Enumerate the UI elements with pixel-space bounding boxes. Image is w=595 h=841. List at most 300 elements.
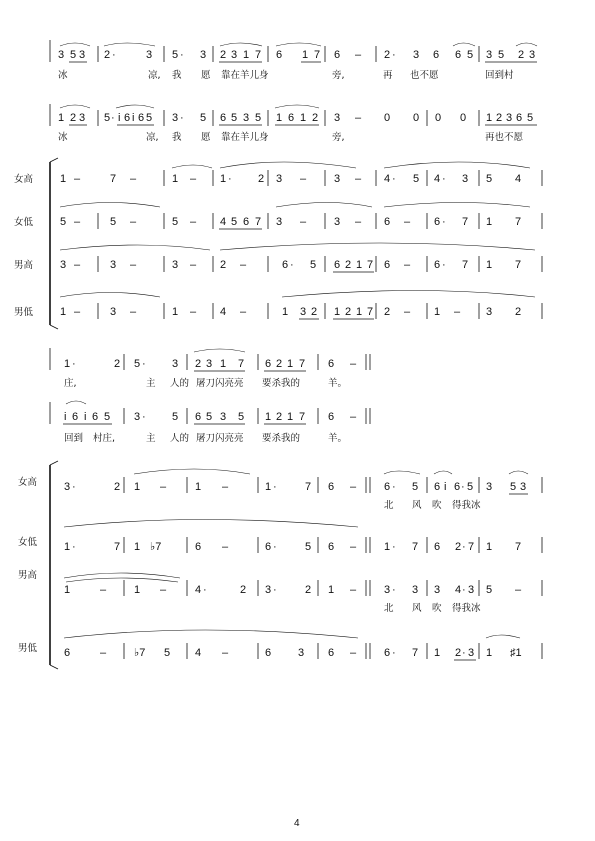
svg-text:3: 3 xyxy=(206,358,213,370)
svg-text:2: 2 xyxy=(312,112,319,124)
svg-text:3: 3 xyxy=(486,49,493,61)
svg-text:7: 7 xyxy=(255,49,262,61)
svg-text:要杀我的: 要杀我的 xyxy=(262,378,301,389)
svg-text:冰: 冰 xyxy=(58,70,68,81)
svg-text:6: 6 xyxy=(195,411,202,423)
svg-text:4: 4 xyxy=(384,173,391,185)
svg-text:3: 3 xyxy=(300,306,307,318)
svg-text:村庄,: 村庄, xyxy=(93,433,116,444)
svg-text:1: 1 xyxy=(486,541,493,553)
svg-text:6: 6 xyxy=(384,216,391,228)
svg-text:5: 5 xyxy=(231,216,238,228)
svg-text:–: – xyxy=(300,173,307,185)
svg-text:–: – xyxy=(350,584,357,596)
svg-text:3: 3 xyxy=(506,112,513,124)
svg-text:再: 再 xyxy=(383,70,393,81)
choir-tenor-2 xyxy=(18,569,542,596)
svg-text:–: – xyxy=(350,541,357,553)
svg-text:主: 主 xyxy=(146,433,156,444)
svg-text:–: – xyxy=(190,259,197,271)
svg-text:3: 3 xyxy=(134,411,141,423)
svg-text:6: 6 xyxy=(124,112,131,124)
svg-text:2: 2 xyxy=(305,584,312,596)
svg-text:愿: 愿 xyxy=(201,70,211,81)
svg-text:6: 6 xyxy=(454,481,461,493)
svg-text:7: 7 xyxy=(462,216,469,228)
svg-text:3: 3 xyxy=(486,481,493,493)
svg-text:·: · xyxy=(273,541,277,553)
svg-text:·: · xyxy=(72,541,76,553)
svg-text:·: · xyxy=(462,541,466,553)
part-label-soprano: 女高 xyxy=(14,174,34,185)
svg-text:吹: 吹 xyxy=(432,603,442,614)
svg-text:–: – xyxy=(222,481,229,493)
svg-text:7: 7 xyxy=(255,216,262,228)
svg-text:3: 3 xyxy=(520,481,527,493)
svg-text:7: 7 xyxy=(367,259,374,271)
svg-text:5: 5 xyxy=(164,647,171,659)
svg-text:2: 2 xyxy=(384,306,391,318)
svg-text:·: · xyxy=(72,481,76,493)
svg-text:1: 1 xyxy=(300,112,307,124)
svg-text:4: 4 xyxy=(455,584,462,596)
svg-text:羊。: 羊。 xyxy=(328,433,348,444)
svg-text:5: 5 xyxy=(200,112,207,124)
svg-text:3: 3 xyxy=(110,306,117,318)
svg-text:7: 7 xyxy=(299,358,306,370)
svg-text:1: 1 xyxy=(384,541,391,553)
svg-text:7: 7 xyxy=(114,541,121,553)
svg-text:–: – xyxy=(355,216,362,228)
svg-text:3: 3 xyxy=(60,259,67,271)
svg-text:1: 1 xyxy=(302,49,309,61)
svg-text:5: 5 xyxy=(70,49,77,61)
svg-text:♯1: ♯1 xyxy=(510,647,522,659)
svg-text:7: 7 xyxy=(305,481,312,493)
svg-text:–: – xyxy=(130,259,137,271)
svg-text:2: 2 xyxy=(384,49,391,61)
svg-text:3: 3 xyxy=(79,49,86,61)
part-label-tenor: 男高 xyxy=(14,260,34,271)
svg-text:–: – xyxy=(404,216,411,228)
svg-text:–: – xyxy=(130,173,137,185)
svg-text:5: 5 xyxy=(172,216,179,228)
svg-text:6: 6 xyxy=(434,481,441,493)
svg-text:3: 3 xyxy=(243,112,250,124)
svg-text:–: – xyxy=(74,259,81,271)
svg-text:–: – xyxy=(350,358,357,370)
svg-text:再也不愿: 再也不愿 xyxy=(485,132,524,143)
svg-text:冰: 冰 xyxy=(58,132,68,143)
svg-text:6: 6 xyxy=(243,216,250,228)
svg-text:·: · xyxy=(111,112,115,124)
svg-text:北: 北 xyxy=(384,603,394,614)
svg-text:屠刀闪亮亮: 屠刀闪亮亮 xyxy=(196,433,244,444)
svg-text:6: 6 xyxy=(265,541,272,553)
svg-text:5: 5 xyxy=(310,259,317,271)
svg-text:1: 1 xyxy=(265,481,272,493)
svg-text:2: 2 xyxy=(220,259,227,271)
svg-text:·: · xyxy=(290,259,294,271)
svg-text:7: 7 xyxy=(110,173,117,185)
svg-text:–: – xyxy=(350,411,357,423)
svg-text:5: 5 xyxy=(238,411,245,423)
svg-text:1: 1 xyxy=(64,541,71,553)
svg-text:1: 1 xyxy=(434,306,441,318)
svg-text:–: – xyxy=(350,647,357,659)
svg-text:6: 6 xyxy=(328,358,335,370)
svg-text:6: 6 xyxy=(433,49,440,61)
svg-text:3: 3 xyxy=(434,584,441,596)
svg-text:·: · xyxy=(462,584,466,596)
svg-text:–: – xyxy=(74,216,81,228)
svg-text:·: · xyxy=(392,49,396,61)
choir-lyrics-tenor xyxy=(384,602,481,614)
svg-text:·: · xyxy=(442,259,446,271)
system-1 xyxy=(14,40,542,329)
svg-text:2: 2 xyxy=(311,306,318,318)
svg-text:2: 2 xyxy=(515,306,522,318)
svg-text:5: 5 xyxy=(413,173,420,185)
svg-text:–: – xyxy=(190,216,197,228)
svg-text:人的: 人的 xyxy=(170,433,190,444)
svg-text:–: – xyxy=(404,306,411,318)
svg-text:5: 5 xyxy=(104,411,111,423)
svg-text:吹: 吹 xyxy=(432,500,442,511)
lyrics-row-1 xyxy=(58,69,514,81)
svg-text:5: 5 xyxy=(231,112,238,124)
svg-text:1: 1 xyxy=(172,173,179,185)
svg-text:5: 5 xyxy=(467,49,474,61)
svg-text:2: 2 xyxy=(220,49,227,61)
svg-text:0: 0 xyxy=(384,112,391,124)
svg-text:1: 1 xyxy=(220,173,227,185)
svg-text:·: · xyxy=(142,411,146,423)
svg-text:6: 6 xyxy=(334,49,341,61)
svg-text:7: 7 xyxy=(462,259,469,271)
melody-row-2 xyxy=(58,105,537,126)
svg-text:3: 3 xyxy=(412,584,419,596)
svg-text:3: 3 xyxy=(220,411,227,423)
svg-text:·: · xyxy=(461,481,465,493)
svg-text:1: 1 xyxy=(134,541,141,553)
part-label-soprano: 女高 xyxy=(18,477,38,488)
svg-text:6: 6 xyxy=(220,112,227,124)
svg-text:3: 3 xyxy=(276,216,283,228)
svg-text:·: · xyxy=(180,112,184,124)
svg-text:1: 1 xyxy=(220,358,227,370)
svg-text:·: · xyxy=(112,49,116,61)
svg-text:主: 主 xyxy=(146,378,156,389)
svg-text:–: – xyxy=(355,112,362,124)
svg-text:5: 5 xyxy=(110,216,117,228)
svg-text:–: – xyxy=(300,216,307,228)
svg-text:–: – xyxy=(454,306,461,318)
svg-text:–: – xyxy=(160,584,167,596)
svg-text:·: · xyxy=(442,216,446,228)
svg-text:3: 3 xyxy=(334,216,341,228)
svg-text:6: 6 xyxy=(434,216,441,228)
svg-text:·: · xyxy=(273,481,277,493)
svg-text:2: 2 xyxy=(114,481,121,493)
svg-text:2: 2 xyxy=(496,112,503,124)
svg-text:1: 1 xyxy=(243,49,250,61)
choir-soprano-1 xyxy=(14,162,542,186)
svg-text:5: 5 xyxy=(172,49,179,61)
svg-text:得我冰: 得我冰 xyxy=(452,603,481,614)
svg-text:1: 1 xyxy=(334,306,341,318)
svg-text:5: 5 xyxy=(60,216,67,228)
svg-text:6: 6 xyxy=(72,411,79,423)
svg-text:–: – xyxy=(130,306,137,318)
svg-text:6: 6 xyxy=(138,112,145,124)
svg-text:6: 6 xyxy=(64,647,71,659)
svg-text:3: 3 xyxy=(172,358,179,370)
svg-text:1: 1 xyxy=(356,306,363,318)
svg-text:·: · xyxy=(392,647,396,659)
svg-text:5: 5 xyxy=(255,112,262,124)
svg-text:4: 4 xyxy=(434,173,441,185)
svg-text:–: – xyxy=(190,173,197,185)
svg-text:1: 1 xyxy=(287,411,294,423)
svg-text:3: 3 xyxy=(384,584,391,596)
svg-text:5: 5 xyxy=(146,112,153,124)
svg-text:i: i xyxy=(64,411,67,423)
svg-text:♭7: ♭7 xyxy=(134,647,146,659)
svg-text:5: 5 xyxy=(412,481,419,493)
svg-text:·: · xyxy=(72,358,76,370)
svg-text:1: 1 xyxy=(282,306,289,318)
svg-text:3: 3 xyxy=(486,306,493,318)
page-number: 4 xyxy=(294,818,300,829)
svg-text:4: 4 xyxy=(195,584,202,596)
svg-text:也不愿: 也不愿 xyxy=(410,70,439,81)
part-label-tenor: 男高 xyxy=(18,570,38,581)
svg-text:3: 3 xyxy=(146,49,153,61)
svg-text:旁,: 旁, xyxy=(332,70,345,81)
svg-text:·: · xyxy=(442,173,446,185)
lyrics-row-3 xyxy=(64,377,347,389)
svg-text:6: 6 xyxy=(328,647,335,659)
svg-text:–: – xyxy=(190,306,197,318)
choir-soprano-2 xyxy=(18,469,542,494)
svg-text:·: · xyxy=(392,541,396,553)
svg-text:3: 3 xyxy=(172,259,179,271)
svg-text:–: – xyxy=(160,481,167,493)
svg-text:–: – xyxy=(350,481,357,493)
svg-text:i: i xyxy=(118,112,121,124)
svg-text:6: 6 xyxy=(265,358,272,370)
svg-text:要杀我的: 要杀我的 xyxy=(262,433,301,444)
svg-text:3: 3 xyxy=(110,259,117,271)
svg-text:1: 1 xyxy=(64,358,71,370)
svg-text:–: – xyxy=(74,306,81,318)
svg-text:3: 3 xyxy=(334,112,341,124)
svg-text:7: 7 xyxy=(515,259,522,271)
svg-text:5: 5 xyxy=(510,481,517,493)
svg-text:3: 3 xyxy=(462,173,469,185)
svg-text:1: 1 xyxy=(172,306,179,318)
svg-text:–: – xyxy=(355,173,362,185)
svg-text:6: 6 xyxy=(265,647,272,659)
svg-text:7: 7 xyxy=(367,306,374,318)
svg-text:2: 2 xyxy=(276,411,283,423)
svg-text:·: · xyxy=(462,647,466,659)
melody-row-1 xyxy=(58,43,537,62)
svg-text:0: 0 xyxy=(460,112,467,124)
svg-text:6: 6 xyxy=(434,541,441,553)
svg-text:–: – xyxy=(355,49,362,61)
svg-text:6: 6 xyxy=(282,259,289,271)
svg-text:2: 2 xyxy=(114,358,121,370)
svg-text:3: 3 xyxy=(172,112,179,124)
svg-text:0: 0 xyxy=(435,112,442,124)
svg-text:–: – xyxy=(240,259,247,271)
svg-text:2: 2 xyxy=(70,112,77,124)
svg-text:3: 3 xyxy=(200,49,207,61)
svg-text:回到村: 回到村 xyxy=(485,70,514,81)
svg-text:庄,: 庄, xyxy=(64,378,77,389)
choir-bass-1 xyxy=(14,291,542,320)
svg-text:1: 1 xyxy=(64,584,71,596)
svg-text:·: · xyxy=(228,173,232,185)
svg-text:3: 3 xyxy=(298,647,305,659)
svg-text:7: 7 xyxy=(412,647,419,659)
choir-bass-2 xyxy=(18,630,542,660)
svg-text:回到: 回到 xyxy=(64,433,84,444)
svg-text:2: 2 xyxy=(276,358,283,370)
part-label-bass: 男低 xyxy=(14,307,34,318)
svg-text:1: 1 xyxy=(356,259,363,271)
svg-text:5: 5 xyxy=(305,541,312,553)
svg-text:靠在羊儿身: 靠在羊儿身 xyxy=(221,70,269,81)
svg-text:3: 3 xyxy=(64,481,71,493)
svg-text:2: 2 xyxy=(455,647,462,659)
choir-lyrics-soprano xyxy=(384,499,481,511)
svg-text:7: 7 xyxy=(412,541,419,553)
lyrics-row-4 xyxy=(64,432,347,444)
svg-text:·: · xyxy=(203,584,207,596)
melody-row-3 xyxy=(64,349,370,371)
svg-text:我: 我 xyxy=(172,70,182,81)
svg-text:–: – xyxy=(222,647,229,659)
svg-text:·: · xyxy=(273,584,277,596)
svg-text:凉,: 凉, xyxy=(148,70,161,81)
svg-text:1: 1 xyxy=(486,112,493,124)
svg-text:1: 1 xyxy=(287,358,294,370)
choir-tenor-1 xyxy=(14,243,542,272)
choir-alto-1 xyxy=(14,203,542,230)
svg-text:·: · xyxy=(392,481,396,493)
svg-text:愿: 愿 xyxy=(201,132,211,143)
svg-text:7: 7 xyxy=(468,541,475,553)
svg-text:6: 6 xyxy=(384,481,391,493)
svg-text:1: 1 xyxy=(58,112,65,124)
svg-text:凉,: 凉, xyxy=(146,132,159,143)
svg-text:6: 6 xyxy=(334,259,341,271)
svg-text:3: 3 xyxy=(276,173,283,185)
svg-text:6: 6 xyxy=(328,411,335,423)
choir-alto-2 xyxy=(18,520,542,554)
part-label-alto: 女低 xyxy=(14,217,34,228)
svg-text:–: – xyxy=(100,647,107,659)
svg-text:风: 风 xyxy=(412,500,422,511)
svg-text:·: · xyxy=(392,173,396,185)
svg-text:i: i xyxy=(84,411,87,423)
svg-text:5: 5 xyxy=(498,49,505,61)
svg-text:♭7: ♭7 xyxy=(150,541,162,553)
svg-text:1: 1 xyxy=(60,173,67,185)
svg-text:4: 4 xyxy=(220,216,227,228)
svg-text:2: 2 xyxy=(258,173,265,185)
svg-text:5: 5 xyxy=(486,584,493,596)
svg-text:1: 1 xyxy=(60,306,67,318)
svg-text:–: – xyxy=(130,216,137,228)
svg-text:2: 2 xyxy=(345,306,352,318)
svg-text:3: 3 xyxy=(529,49,536,61)
svg-text:1: 1 xyxy=(276,112,283,124)
svg-text:3: 3 xyxy=(58,49,65,61)
svg-text:–: – xyxy=(74,173,81,185)
svg-text:3: 3 xyxy=(468,647,475,659)
svg-text:3: 3 xyxy=(79,112,86,124)
part-label-bass: 男低 xyxy=(18,643,38,654)
svg-text:靠在羊儿身: 靠在羊儿身 xyxy=(221,132,269,143)
svg-text:6: 6 xyxy=(328,481,335,493)
svg-text:6: 6 xyxy=(288,112,295,124)
svg-text:–: – xyxy=(515,584,522,596)
svg-text:·: · xyxy=(142,358,146,370)
svg-text:北: 北 xyxy=(384,500,394,511)
svg-text:·: · xyxy=(180,49,184,61)
svg-text:1: 1 xyxy=(134,584,141,596)
svg-text:2: 2 xyxy=(104,49,111,61)
svg-text:1: 1 xyxy=(265,411,272,423)
svg-text:2: 2 xyxy=(345,259,352,271)
svg-text:1: 1 xyxy=(486,647,493,659)
svg-text:4: 4 xyxy=(515,173,522,185)
svg-text:3: 3 xyxy=(413,49,420,61)
svg-text:5: 5 xyxy=(172,411,179,423)
svg-text:5: 5 xyxy=(527,112,534,124)
part-label-alto: 女低 xyxy=(18,537,38,548)
svg-text:4: 4 xyxy=(220,306,227,318)
svg-text:5: 5 xyxy=(467,481,474,493)
svg-text:1: 1 xyxy=(328,584,335,596)
svg-text:1: 1 xyxy=(434,647,441,659)
svg-text:1: 1 xyxy=(134,481,141,493)
svg-text:5: 5 xyxy=(134,358,141,370)
svg-text:7: 7 xyxy=(515,541,522,553)
svg-text:得我冰: 得我冰 xyxy=(452,500,481,511)
svg-text:6: 6 xyxy=(92,411,99,423)
svg-text:屠刀闪亮亮: 屠刀闪亮亮 xyxy=(196,378,244,389)
svg-text:2: 2 xyxy=(240,584,247,596)
svg-text:6: 6 xyxy=(455,49,462,61)
svg-text:2: 2 xyxy=(195,358,202,370)
svg-text:1: 1 xyxy=(195,481,202,493)
svg-text:7: 7 xyxy=(515,216,522,228)
svg-text:7: 7 xyxy=(299,411,306,423)
svg-text:2: 2 xyxy=(455,541,462,553)
svg-text:i: i xyxy=(132,112,135,124)
svg-text:6: 6 xyxy=(195,541,202,553)
svg-text:1: 1 xyxy=(486,259,493,271)
system-2 xyxy=(18,348,542,669)
svg-text:2: 2 xyxy=(518,49,525,61)
svg-text:5: 5 xyxy=(104,112,111,124)
lyrics-row-2 xyxy=(58,131,524,143)
